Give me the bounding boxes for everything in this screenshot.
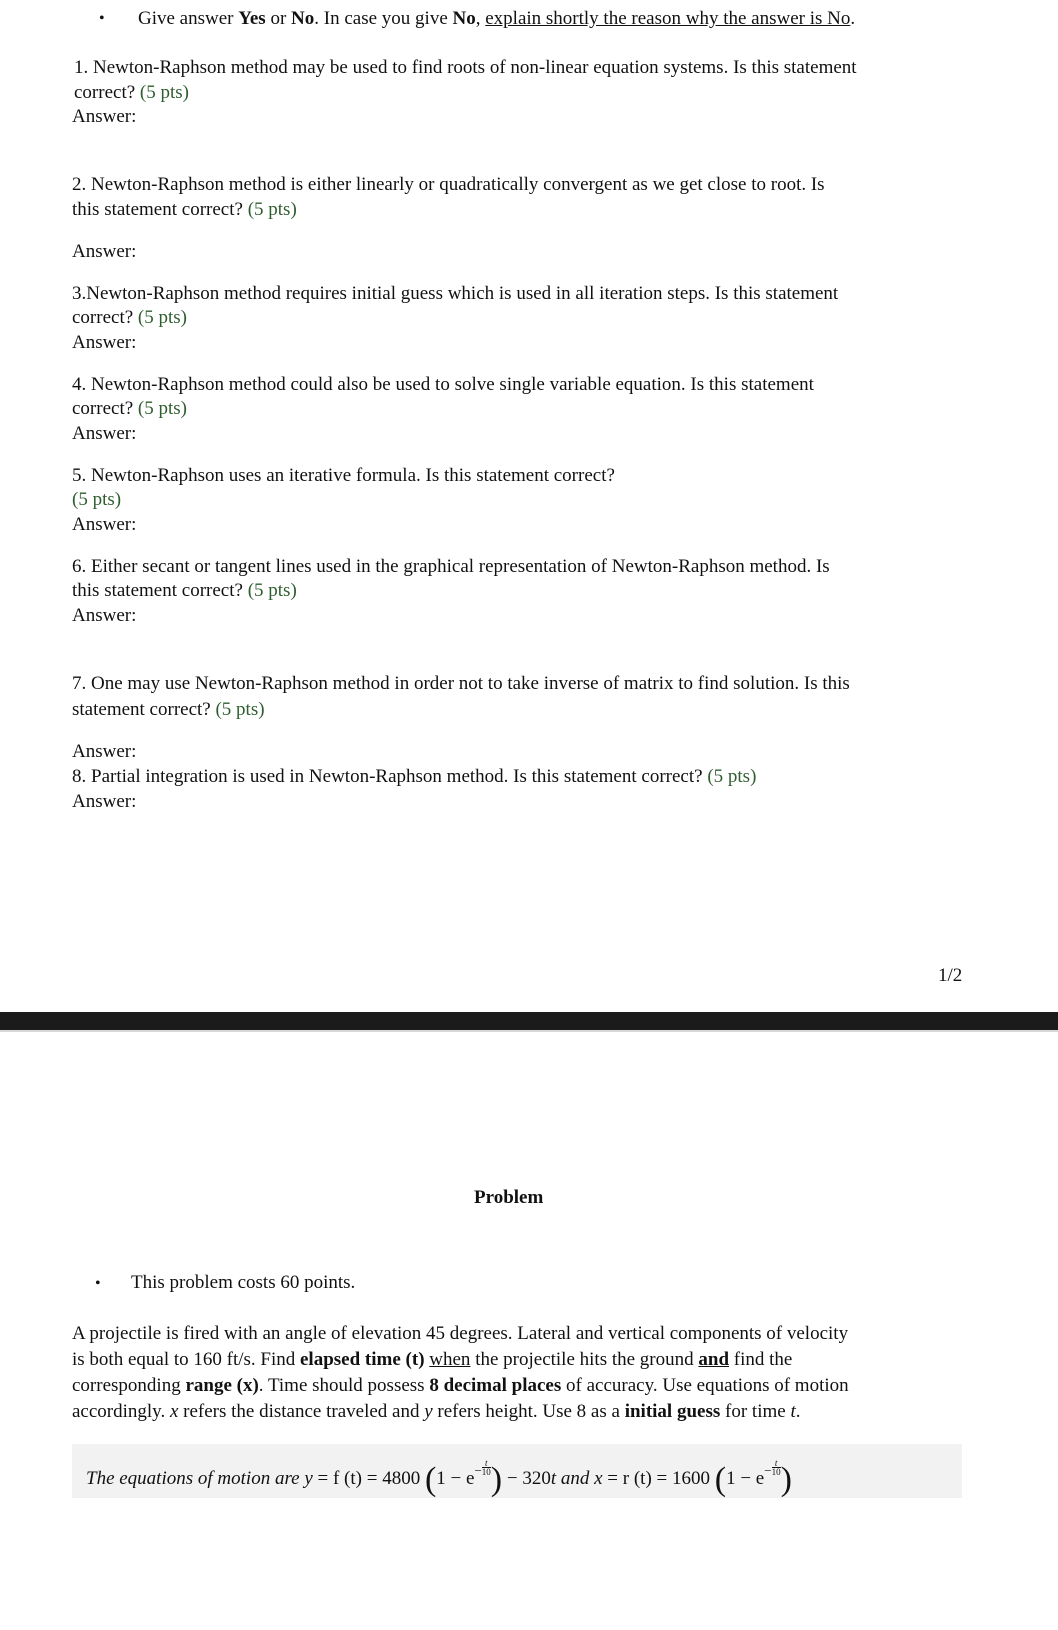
answer-label: Answer: bbox=[72, 423, 137, 444]
answer-label: Answer: bbox=[72, 332, 137, 353]
problem-text-line3: corresponding range (x). Time should possess 8 decimal places of accuracy. Use equations of motion bbox=[72, 1375, 849, 1396]
problem-text-line4: accordingly. x refers the distance traveled and y refers height. Use 8 as a initial guess for time t. bbox=[72, 1401, 801, 1422]
answer-label: Answer: bbox=[72, 791, 137, 812]
question-5-line1: 5. Newton-Raphson uses an iterative formula. Is this statement correct? bbox=[72, 465, 615, 486]
question-1-line1: 1. Newton-Raphson method may be used to find roots of non-linear equation systems. Is this statement bbox=[74, 57, 857, 78]
points-label: (5 pts) bbox=[139, 82, 189, 103]
equations-of-motion: The equations of motion are y = f (t) = 4800 (1 − e− $\frac{t}{10}$ ) − 320t and x = r (t) = 1600 (1 − e− $\frac{t}{10}$ ) bbox=[86, 1458, 792, 1498]
points-label: (5 pts) bbox=[707, 766, 757, 787]
question-6-line1: 6. Either secant or tangent lines used in the graphical representation of Newton-Raphson method. Is bbox=[72, 556, 830, 577]
answer-label: Answer: bbox=[72, 514, 137, 535]
question-4-line2: correct? (5 pts) bbox=[72, 398, 187, 419]
answer-label: Answer: bbox=[72, 106, 137, 127]
points-label: (5 pts) bbox=[247, 580, 297, 601]
fraction: $\frac{t}{10}$ bbox=[771, 1458, 781, 1477]
answer-label: Answer: bbox=[72, 241, 137, 262]
bullet-icon: • bbox=[95, 1275, 101, 1292]
points-label: (5 pts) bbox=[247, 199, 297, 220]
problem-title: Problem bbox=[474, 1187, 544, 1208]
question-2-line1: 2. Newton-Raphson method is either linearly or quadratically convergent as we get close to root. Is bbox=[72, 174, 825, 195]
points-label: (5 pts) bbox=[72, 489, 122, 510]
question-2-line2: this statement correct? (5 pts) bbox=[72, 199, 297, 220]
question-8-line1: 8. Partial integration is used in Newton-Raphson method. Is this statement correct? (5 pts) bbox=[72, 766, 757, 787]
question-6-line2: this statement correct? (5 pts) bbox=[72, 580, 297, 601]
page-number: 1/2 bbox=[938, 965, 963, 986]
instruction-text: Give answer Yes or No. In case you give No, explain shortly the reason why the answer is No. bbox=[138, 8, 856, 29]
answer-label: Answer: bbox=[72, 741, 137, 762]
question-7-line2: statement correct? (5 pts) bbox=[72, 699, 265, 720]
points-label: (5 pts) bbox=[137, 398, 187, 419]
question-4-line1: 4. Newton-Raphson method could also be used to solve single variable equation. Is this statement bbox=[72, 374, 814, 395]
question-1-line2: correct? (5 pts) bbox=[74, 82, 189, 103]
page-separator-edge bbox=[0, 1030, 1058, 1032]
problem-text-line2: is both equal to 160 ft/s. Find elapsed time (t) when the projectile hits the ground and find the bbox=[72, 1349, 793, 1370]
points-label: (5 pts) bbox=[215, 699, 265, 720]
answer-label: Answer: bbox=[72, 605, 137, 626]
question-7-line1: 7. One may use Newton-Raphson method in order not to take inverse of matrix to find solution. Is this bbox=[72, 673, 850, 694]
question-3-line2: correct? (5 pts) bbox=[72, 307, 187, 328]
bullet-icon: • bbox=[99, 10, 105, 27]
problem-text-line1: A projectile is fired with an angle of elevation 45 degrees. Lateral and vertical components of velocity bbox=[72, 1323, 849, 1344]
points-label: (5 pts) bbox=[137, 307, 187, 328]
page-separator bbox=[0, 1012, 1058, 1030]
question-3-line1: 3.Newton-Raphson method requires initial guess which is used in all iteration steps. Is this statement bbox=[72, 283, 839, 304]
problem-cost: This problem costs 60 points. bbox=[131, 1272, 356, 1293]
fraction: $\frac{t}{10}$ bbox=[481, 1458, 491, 1477]
question-5-line2 bbox=[72, 488, 121, 512]
